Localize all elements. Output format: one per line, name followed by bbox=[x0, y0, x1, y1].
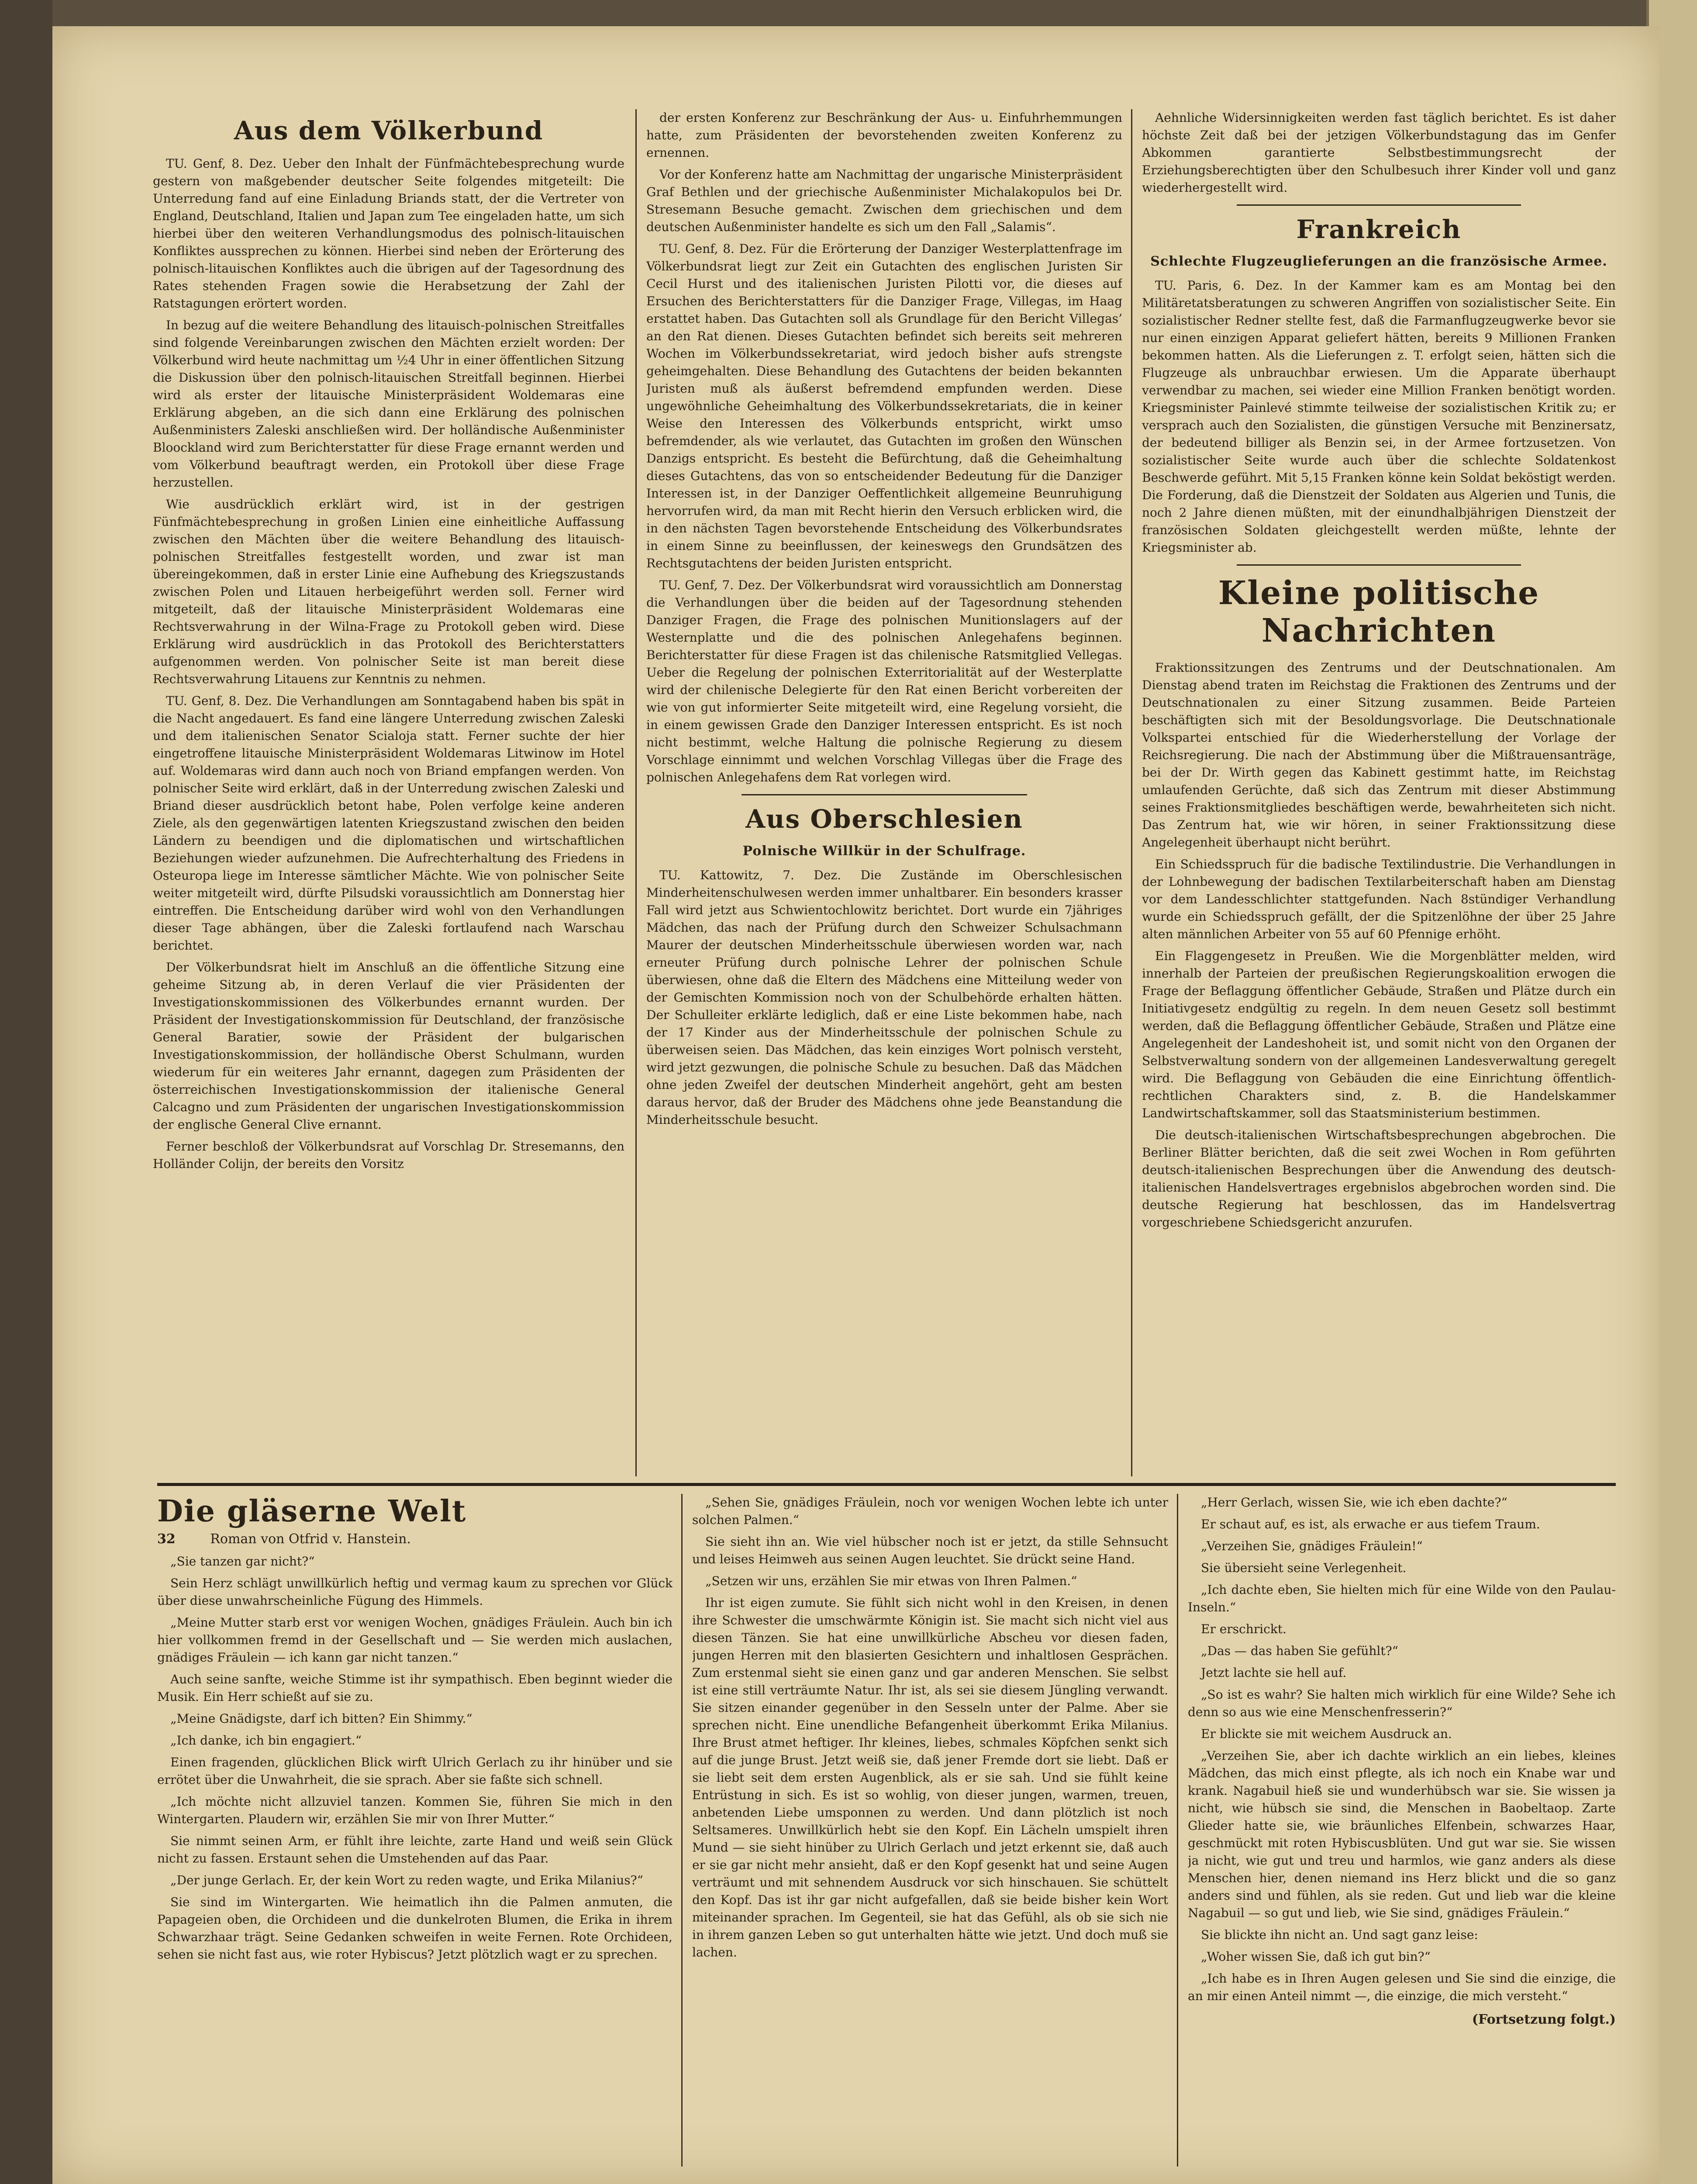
article-paragraph: Wie ausdrücklich erklärt wird, ist in der gestrigen Fünfmächtebesprechung in großen Linien eine einheitliche Auffassung zwischen den Mächten über die weitere Behandlung des litauisch-polnischen Streitfalles festgestellt worden, und zwar ist man übereingekommen, daß in erster Linie eine Aufhebung des Kriegszustands zwischen Polen und Litauen herbeigeführt werden soll. Ferner wird mitgeteilt, daß der litauische Ministerpräsident Woldemaras eine Rechtsverwahrung in der Wilna-Frage zu Protokoll geben wird. Diese Erklärung wird ausdrücklich in das Protokoll des Berichterstatters aufgenommen werden. Von polnischer Seite ist man bereit diese Rechtsverwahrung Litauens zur Kenntnis zu nehmen. bbox=[153, 497, 624, 686]
column-rule bbox=[1131, 109, 1132, 1476]
column-rule bbox=[681, 1494, 683, 2167]
feuilleton-column-2 bbox=[692, 1494, 1168, 2167]
novel-paragraph: „Sie tanzen gar nicht?“ bbox=[170, 1554, 315, 1569]
column-voelkerbund bbox=[153, 107, 624, 1457]
novel-paragraph: „Woher wissen Sie, daß ich gut bin?“ bbox=[1201, 1949, 1431, 1964]
article-paragraph: Ein Schiedsspruch für die badische Textilindustrie. Die Verhandlungen in der Lohnbewegung der badischen Textilarbeiterschaft haben am Dienstag vor dem Landesschlichter stattgefunden. Nach 8stündiger Verhandlung wurde ein Schiedsspruch gefällt, der die Spitzenlöhne der über 25 Jahre alten männlichen Arbeiter von 55 auf 60 Pfennige erhöht. bbox=[1142, 857, 1616, 941]
novel-paragraph: Jetzt lachte sie hell auf. bbox=[1201, 1666, 1347, 1680]
novel-paragraph: „Herr Gerlach, wissen Sie, wie ich eben dachte?“ bbox=[1201, 1495, 1507, 1510]
continuation-note: (Fortsetzung folgt.) bbox=[1472, 2012, 1616, 2027]
novel-paragraph: „Ich habe es in Ihren Augen gelesen und Sie sind die einzige, die an mir einen Anteil nimmt —, die einzige, die mich versteht.“ bbox=[1188, 1971, 1616, 2003]
article-paragraph: In bezug auf die weitere Behandlung des litauisch-polnischen Streitfalles sind folgende Vereinbarungen zwischen den Mächten erzielt worden: Der Völkerbund wird heute nachmittag um ½4 Uhr in einer öffentlichen Sitzung die Diskussion über den polnisch-litauischen Streitfall beginnen. Hierbei wird als erster der litauische Ministerpräsident Woldemaras eine Erklärung abgeben, an die sich dann eine Erklärung des polnischen Außenministers Zaleski anschließen wird. Der holländische Außenminister Bloockland wird zum Berichterstatter für diese Frage ernannt werden und vom Völkerbund beauftragt werden, ein Protokoll über diese Frage herzustellen. bbox=[153, 318, 624, 490]
novel-byline bbox=[157, 1531, 673, 1547]
novel-paragraph: „Verzeihen Sie, aber ich dachte wirklich an ein liebes, kleines Mädchen, das mich einst pflegte, als ich noch ein Knabe war und krank. Nagabuil hieß sie und wunderhübsch war sie. Sie wissen ja nicht, wie hübsch sie sind, die Menschen in Baobeltaop. Zarte Glieder hatte sie, wie bräunliches Elfenbein, schwarzes Haar, geschmückt mit roten Hybiscusblüten. Und gut war sie. Sie wissen ja nicht, wie gut und treu und harmlos, wie ganz anders als diese Menschen hier, denen niemand ins Herz blickt und die so ganz anders sind und fühlen, als sie reden. Gut und lieb war die kleine Nagabuil — so gut und lieb, wie Sie sind, gnädiges Fräulein.“ bbox=[1188, 1749, 1616, 1920]
article-paragraph: Der Völkerbundsrat hielt im Anschluß an die öffentliche Sitzung eine geheime Sitzung ab, in deren Verlauf die vier Präsidenten der Investigationskommissionen des Völkerbundes ernannt wurden. Der Präsident der Investigationskommission für Deutschland, der französische General Baratier, sowie der Präsident der bulgarischen Investigationskommission, der holländische Oberst Schulmann, wurden wiederum für ein weiteres Jahr ernannt, dagegen zum Präsidenten der österreichischen Investigationskommission der italienische General Calcagno und zum Präsidenten der ungarischen Investigationskommission der englische General Clive ernannt. bbox=[153, 960, 624, 1132]
section-divider bbox=[742, 794, 1027, 795]
novel-paragraph: Ihr ist eigen zumute. Sie fühlt sich nicht wohl in den Kreisen, in denen ihre Schwester die umschwärmte Königin ist. Sie macht sich nicht viel aus diesen Tänzen. Sie hat eine unwillkürliche Abscheu vor diesen faden, jungen Herren mit den blasierten Gesichtern und inhaltlosen Gesprächen. Zum erstenmal sieht sie einen ganz und gar anderen Menschen. Sie selbst ist eine still verträumte Natur. Ihr ist, als sei sie diesem Jüngling verwandt. Sie sitzen einander gegenüber in den Sesseln unter der Palme. Aber sie sprechen nicht. Eine unendliche Befangenheit überkommt Erika Milanius. Ihre Brust atmet heftiger. Ihr kleines, liebes, schmales Köpfchen senkt sich auf die junge Brust. Jetzt weiß sie, daß jener Fremde dort sie liebt. Daß er sie liebt seit dem ersten Augenblick, als er sie sah. Und sie fühlt keine Entrüstung in sich. Es ist so wohlig, von dieser jungen, warmen, treuen, anbetenden Liebe umsponnen zu werden. Und dann plötzlich ist noch Seltsameres. Unwillkürlich hebt sie den Kopf. Ein Lächeln umspielt ihren Mund — sie sieht hinüber zu Ulrich Gerlach und jetzt erkennt sie, daß auch er sie gar nicht mehr ansieht, daß er den Kopf gesenkt hat und seine Augen verträumt und mit sehnendem Ausdruck vor sich hinschauen. Sie schüttelt den Kopf. Das ist ihr gar nicht aufgefallen, daß sie beide bisher kein Wort miteinander sprachen. Im Gegenteil, sie hat das Gefühl, als ob sie sich nie in ihrem ganzen Leben so gut unterhalten hätte wie jetzt. Und doch muß sie lachen. bbox=[692, 1596, 1168, 1959]
section-subtitle: Schlechte Flugzeuglieferungen an die französische Armee. bbox=[1150, 254, 1607, 269]
novel-paragraph: „Der junge Gerlach. Er, der kein Wort zu reden wagte, und Erika Milanius?“ bbox=[170, 1873, 643, 1887]
novel-paragraph: „Das — das haben Sie gefühlt?“ bbox=[1201, 1644, 1398, 1658]
novel-paragraph: „Verzeihen Sie, gnädiges Fräulein!“ bbox=[1201, 1539, 1423, 1553]
article-paragraph: TU. Genf, 7. Dez. Der Völkerbundsrat wird voraussichtlich am Donnerstag die Verhandlungen über die beiden auf der Tagesordnung stehenden Danziger Fragen, die Frage des polnischen Munitionslagers auf der Westernplatte und die des polnischen Anlegehafens beginnen. Berichterstatter für diese Fragen ist das chilenische Ratsmitglied Vellegas. Ueber die Regelung der polnischen Exterritorialität auf der Westerplatte wird der chilenische Delegierte für den Rat einen Bericht vorbereiten der wie von gut informierter Seite mitgeteilt wird, eine Regelung vorsieht, die in einem gewissen Grade den Danziger Interessen entspricht. Es ist noch nicht bestimmt, welche Haltung die polnische Regierung zu diesem Vorschlage einnimmt und welchen Vorschlag Villegas über die Frage des polnischen Anlegehafens dem Rat vorlegen wird. bbox=[646, 578, 1122, 784]
article-paragraph: TU. Genf, 8. Dez. Für die Erörterung der Danziger Westerplattenfrage im Völkerbundsrat liegt zur Zeit ein Gutachten des englischen Juristen Sir Cecil Hurst und des italienischen Juristen Pilotti vor, die dieses auf Ersuchen des Berichterstatters für die Danziger Frage, Villegas, im Haag erstattet haben. Das Gutachten soll als Grundlage für den Bericht Villegas’ an den Rat dienen. Dieses Gutachten befindet sich bereits seit mehreren Wochen im Völkerbundssekretariat, wird jedoch bisher aufs strengste geheimgehalten. Diese Behandlung des Gutachtens der beiden bekannten Juristen muß als äußerst befremdend empfunden werden. Diese ungewöhnliche Geheimhaltung des Völkerbundssekretariats, die in keiner Weise den Interessen des Völkerbunds entspricht, wirkt umso befremdender, als wie verlautet, das Gutachten im großen den Wünschen Danzigs entspricht. Es besteht die Befürchtung, daß die Geheimhaltung dieses Gutachtens, das von so entscheidender Bedeutung für die Danziger Interessen ist, in der Danziger Oeffentlichkeit allgemeine Beunruhigung hervorrufen wird, da man mit Recht hierin den Versuch erblicken wird, die in den nächsten Tagen bevorstehende Entscheidung des Völkerbundsrates in einem Sinne zu beeinflussen, der keineswegs den Grundsätzen des Rechtsgutachtens der beiden Juristen entspricht. bbox=[646, 242, 1122, 570]
column-middle bbox=[646, 109, 1122, 1472]
section-divider bbox=[1237, 564, 1521, 566]
article-paragraph: TU. Genf, 8. Dez. Ueber den Inhalt der Fünfmächtebesprechung wurde gestern von maßgebender deutscher Seite folgendes mitgeteilt: Die Unterredung fand auf eine Einladung Briands statt, der die Vertreter von England, Deutschland, Italien und Japan zum Tee eingeladen hatte, um sich hierbei über den weiteren Verhandlungsmodus des polnisch-litauischen Konfliktes aussprechen zu können. Hierbei sind neben der Erörterung des polnisch-litauischen Konfliktes auch die übrigen auf der Tagesordnung des Rates stehenden Fragen sowie die Herabsetzung der Zahl der Ratstagungen erörtert worden. bbox=[153, 156, 624, 311]
column-rule bbox=[1177, 1494, 1178, 2167]
novel-paragraph: Sie sind im Wintergarten. Wie heimatlich ihn die Palmen anmuten, die Papageien oben, die Orchideen und die dunkelroten Blumen, die Erika in ihrem Schwarzhaar trägt. Seine Gedanken schweifen in weite Fernen. Rote Orchideen, sehen sie nicht fast aus, wie roter Hybiscus? Jetzt plötzlich wagt er zu sprechen. bbox=[157, 1895, 673, 1962]
novel-title: Die gläserne Welt bbox=[157, 1494, 467, 1529]
novel-paragraph: Auch seine sanfte, weiche Stimme ist ihr sympathisch. Eben beginnt wieder die Musik. Ein Herr schießt auf sie zu. bbox=[157, 1672, 673, 1704]
column-right bbox=[1142, 109, 1616, 1472]
novel-paragraph: „Setzen wir uns, erzählen Sie mir etwas von Ihren Palmen.“ bbox=[705, 1574, 1077, 1588]
feuilleton-column-1 bbox=[157, 1494, 673, 2167]
article-paragraph: der ersten Konferenz zur Beschränkung der Aus- u. Einfuhrhemmungen hatte, zum Präsidenten der bevorstehenden zweiten Konferenz zu ernennen. bbox=[646, 111, 1122, 160]
feuilleton-column-3 bbox=[1188, 1494, 1616, 2167]
novel-paragraph: „Ich danke, ich bin engagiert.“ bbox=[170, 1733, 362, 1748]
section-title-kleine: Kleine politische Nachrichten bbox=[1218, 574, 1540, 650]
feuilleton-rule bbox=[157, 1483, 1616, 1486]
novel-paragraph: Sie nimmt seinen Arm, er fühlt ihre leichte, zarte Hand und weiß sein Glück nicht zu fassen. Erstaunt sehen die Umstehenden auf das Paar. bbox=[157, 1834, 673, 1866]
novel-paragraph: „Ich möchte nicht allzuviel tanzen. Kommen Sie, führen Sie mich in den Wintergarten. Plaudern wir, erzählen Sie mir von Ihrer Mutter.“ bbox=[157, 1794, 673, 1826]
article-paragraph: TU. Kattowitz, 7. Dez. Die Zustände im Oberschlesischen Minderheitenschulwesen werden immer unhaltbarer. Ein besonders krasser Fall wird jetzt aus Schwientochlowitz berichtet. Dort wurde ein 7jähriges Mädchen, das nach der Prüfung durch den Schweizer Schulsachmann Maurer der deutschen Minderheitsschule überwiesen worden war, nach erneuter Prüfung durch polnische Lehrer der polnischen Schule überwiesen, ohne daß die Eltern des Mädchens eine Mitteilung weder von der Gemischten Kommission noch von der Schulbehörde erhalten hätten. Der Schulleiter erklärte lediglich, daß er eine Liste bekommen habe, nach der 17 Kinder aus der Minderheitsschule der polnischen Schule zu überweisen seien. Das Mädchen, das kein einziges Wort polnisch versteht, wird jetzt gezwungen, die polnische Schule zu besuchen. Daß das Mädchen ohne jeden Zweifel der deutschen Minderheit angehört, geht am besten daraus hervor, daß der Bruder des Mädchens ohne jede Beanstandung die Minderheitsschule besucht. bbox=[646, 868, 1122, 1127]
novel-paragraph: „So ist es wahr? Sie halten mich wirklich für eine Wilde? Sehe ich denn so aus wie eine Menschenfresserin?“ bbox=[1188, 1687, 1616, 1719]
book-spine bbox=[0, 0, 52, 2184]
section-divider bbox=[1237, 204, 1521, 206]
installment-number: 32 bbox=[157, 1531, 176, 1547]
column-rule bbox=[635, 109, 637, 1476]
newspaper-page bbox=[52, 26, 1659, 2184]
novel-paragraph: Sie sieht ihn an. Wie viel hübscher noch ist er jetzt, da stille Sehnsucht und leises Heimweh aus seinen Augen leuchtet. Sie drückt seine Hand. bbox=[692, 1534, 1168, 1566]
article-paragraph: Ein Flaggengesetz in Preußen. Wie die Morgenblätter melden, wird innerhalb der Parteien der preußischen Regierungskoalition erwogen die Frage der Beflaggung öffentlicher Gebäude, Straßen und Plätze durch ein Initiativgesetz endgültig zu regeln. In dem neuen Gesetz soll bestimmt werden, daß die Beflaggung öffentlicher Gebäude, Straßen und Plätze eine Angelegenheit der Landeshoheit ist, und somit nicht von den Organen der Selbstverwaltung sondern von der allgemeinen Landesverwaltung geregelt wird. Die Beflaggung von Gebäuden die eine Einrichtung öffentlich-rechtlichen Charakters sind, z. B. die Handelskammer Landwirtschaftskammer, soll das Staatsministerium bestimmen. bbox=[1142, 949, 1616, 1120]
article-paragraph: TU. Genf, 8. Dez. Die Verhandlungen am Sonntagabend haben bis spät in die Nacht angedauert. Es fand eine längere Unterredung zwischen Zaleski und dem italienischen Senator Scialoja statt. Ferner suchte der hier eingetroffene litauische Ministerpräsident Woldemaras Litwinow im Hotel auf. Woldemaras wird dann auch noch von Briand empfangen werden. Von polnischer Seite wird erklärt, daß in der Unterredung zwischen Zaleski und Briand dieser ausdrücklich betont habe, Polen verfolge keine anderen Ziele, als den gegenwärtigen latenten Kriegszustand zwischen den beiden Ländern zu beendigen und die diplomatischen und wirtschaftlichen Beziehungen wieder aufzunehmen. Die Aufrechterhaltung des Friedens in Osteuropa liege im Interesse sämtlicher Mächte. Wie von polnischer Seite weiter mitgeteilt wird, dürfte Pilsudski voraussichtlich am Donnerstag hier eintreffen. Die Entscheidung darüber wird wohl von den Verhandlungen dieser Tage abhängen, über die Zaleski fortlaufend nach Warschau berichtet. bbox=[153, 694, 624, 953]
novel-paragraph: „Sehen Sie, gnädiges Fräulein, noch vor wenigen Wochen lebte ich unter solchen Palmen.“ bbox=[692, 1495, 1168, 1527]
section-subtitle: Polnische Willkür in der Schulfrage. bbox=[742, 843, 1026, 859]
section-title-frankreich: Frankreich bbox=[1296, 214, 1462, 244]
novel-paragraph: „Meine Mutter starb erst vor wenigen Wochen, gnädiges Fräulein. Auch bin ich hier vollkommen fremd in der Gesellschaft und — Sie werden mich auslachen, gnädiges Fräulein — ich kann gar nicht tanzen.“ bbox=[157, 1615, 673, 1665]
novel-paragraph: Sein Herz schlägt unwillkürlich heftig und vermag kaum zu sprechen vor Glück über diese unwahrscheinliche Fügung des Himmels. bbox=[157, 1576, 673, 1608]
novel-paragraph: Sie blickte ihn nicht an. Und sagt ganz leise: bbox=[1201, 1928, 1478, 1942]
novel-paragraph: Sie übersieht seine Verlegenheit. bbox=[1201, 1561, 1407, 1575]
article-paragraph: Aehnliche Widersinnigkeiten werden fast täglich berichtet. Es ist daher höchste Zeit daß bei der jetzigen Völkerbundstagung das im Genfer Abkommen garantierte Selbstbestimmungsrecht der Erziehungsberechtigten über den Schulbesuch ihrer Kinder voll und ganz wiederhergestellt wird. bbox=[1142, 111, 1616, 195]
article-paragraph: Vor der Konferenz hatte am Nachmittag der ungarische Ministerpräsident Graf Bethlen und der griechische Außenminister Michalakopulos bei Dr. Stresemann Besuche gemacht. Zwischen dem griechischen und dem deutschen Außenminister handelte es sich um den Fall „Salamis“. bbox=[646, 167, 1122, 234]
section-title-voelkerbund: Aus dem Völkerbund bbox=[234, 116, 544, 145]
novel-paragraph: Er erschrickt. bbox=[1201, 1622, 1287, 1636]
article-paragraph: TU. Paris, 6. Dez. In der Kammer kam es am Montag bei den Militäretatsberatungen zu schweren Angriffen von sozialistischer Seite. Ein sozialistischer Redner stellte fest, daß die Farmanflugzeugwerke bevor sie nur einen einzigen Apparat geliefert hätten, bereits 9 Millionen Franken bekommen hatten. Als die Lieferungen z. T. erfolgt seien, hätten sich die Flugzeuge als unbrauchbar erwiesen. Um die Apparate überhaupt verwendbar zu machen, sei wieder eine Million Franken benötigt worden. Kriegsminister Painlevé stimmte teilweise der sozialistischen Kritik zu; er versprach auch den Sozialisten, die günstigen Versuche mit Benzinersatz, der bedeutend billiger als Benzin sei, in der Armee fortzusetzen. Von sozialistischer Seite wurde auch über die schlechte Soldatenkost Beschwerde geführt. Mit 5,15 Franken könne kein Soldat beköstigt werden. Die Forderung, daß die Dienstzeit der Soldaten aus Algerien und Tunis, die noch 2 Jahre dienen müßten, mit der einundhalbjährigen Dienstzeit der französischen Soldaten gleichgestellt werden müßte, lehnte der Kriegsminister ab. bbox=[1142, 278, 1616, 555]
novel-paragraph: Er schaut auf, es ist, als erwache er aus tiefem Traum. bbox=[1201, 1517, 1540, 1531]
section-title-oberschlesien: Aus Oberschlesien bbox=[745, 804, 1023, 834]
article-paragraph: Ferner beschloß der Völkerbundsrat auf Vorschlag Dr. Stresemanns, den Holländer Colijn, der bereits den Vorsitz bbox=[153, 1139, 624, 1171]
novel-paragraph: Einen fragenden, glücklichen Blick wirft Ulrich Gerlach zu ihr hinüber und sie errötet über die Unwahrheit, die sie sprach. Aber sie faßte sich schnell. bbox=[157, 1755, 673, 1787]
novel-paragraph: „Ich dachte eben, Sie hielten mich für eine Wilde von den Paulau-Inseln.“ bbox=[1188, 1583, 1616, 1614]
article-paragraph: Fraktionssitzungen des Zentrums und der Deutschnationalen. Am Dienstag abend traten im Reichstag die Fraktionen des Zentrums und der Deutschnationalen zu einer Sitzung zusammen. Beide Parteien beschäftigten sich mit der Besoldungsvorlage. Die Deutschnationale Volkspartei entschied für die Wiederherstellung der Vorlage der Reichsregierung. Die nach der Abstimmung über die Mißtrauensanträge, bei der Dr. Wirth gegen das Kabinett gestimmt hatte, im Reichstag umlaufenden Gerüchte, daß sich das Zentrum mit dieser Abstimmung seines Fraktionsmitgliedes beschäftigen werde, bewahrheiteten sich nicht. Das Zentrum hat, wie wir hören, in seiner Fraktionssitzung diese Angelegenheit überhaupt nicht berührt. bbox=[1142, 660, 1616, 850]
novel-paragraph: „Meine Gnädigste, darf ich bitten? Ein Shimmy.“ bbox=[170, 1711, 473, 1726]
novel-paragraph: Er blickte sie mit weichem Ausdruck an. bbox=[1201, 1727, 1452, 1741]
article-paragraph: Die deutsch-italienischen Wirtschaftsbesprechungen abgebrochen. Die Berliner Blätter berichten, daß die seit zwei Wochen in Rom geführten deutsch-italienischen Besprechungen über die Anwendung des deutsch-italienischen Handelsvertrages ergebnislos abgebrochen worden sind. Die deutsche Regierung hat beschlossen, das im Handelsvertrag vorgeschriebene Schiedsgericht anzurufen. bbox=[1142, 1128, 1616, 1230]
author-line: Roman von Otfrid v. Hanstein. bbox=[210, 1531, 411, 1547]
